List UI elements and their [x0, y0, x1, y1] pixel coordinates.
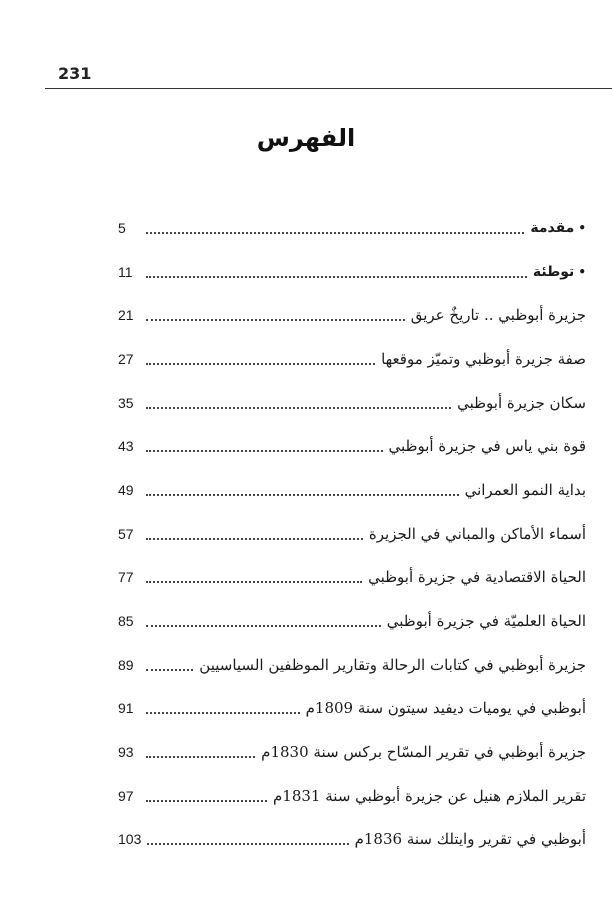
toc-entry	[118, 381, 586, 425]
toc-entry	[118, 599, 586, 643]
toc-entry-text: بداية النمو العمراني	[464, 480, 586, 499]
toc-entry-text: جزيرة أبوظبي .. تاريخٌ عريق	[410, 306, 586, 325]
toc-entry-title	[389, 437, 586, 455]
toc-entry-title	[530, 220, 586, 236]
toc-entry	[118, 468, 586, 512]
toc-entry-title	[387, 612, 586, 630]
dot-leader	[146, 538, 363, 540]
toc-entry-page-number: 85	[118, 613, 134, 630]
toc-entry-page-number: 91	[118, 700, 134, 717]
toc-entry	[118, 687, 586, 731]
toc-entry-page-number: 93	[118, 744, 134, 761]
toc-entry-page-number: 89	[118, 656, 134, 673]
toc-entry-title	[355, 830, 586, 848]
toc-entry	[118, 293, 586, 337]
toc-entry-page-number: 11	[118, 263, 133, 280]
toc-entry-title	[306, 699, 586, 717]
toc-entry-text: سكان جزيرة أبوظبي	[457, 393, 586, 412]
toc-entry-page-number: 49	[118, 481, 134, 498]
toc-entry-page-number: 35	[118, 394, 134, 411]
page-number: 231	[58, 64, 92, 83]
dot-leader	[147, 843, 348, 845]
toc-entry-page-number: 5	[118, 219, 126, 236]
toc-entry-text: جزيرة أبوظبي في كتابات الرحالة وتقارير الموظفين السياسيين	[199, 655, 586, 674]
toc-entry-title	[273, 787, 586, 805]
toc-entry-page-number: 27	[118, 350, 134, 367]
toc-entry-title	[533, 264, 586, 280]
toc-list	[118, 206, 586, 861]
toc-entry-title	[261, 743, 586, 761]
toc-entry	[118, 556, 586, 600]
toc-entry-text: أبوظبي في تقرير وايتلك سنة 1836م	[354, 830, 586, 849]
toc-entry-text: تقرير الملازم هنيل عن جزيرة أبوظبي سنة 1831م	[273, 786, 586, 805]
toc-entry-page-number: 103	[118, 831, 142, 848]
toc-entry-page-number: 43	[118, 438, 134, 455]
toc-entry	[118, 818, 586, 862]
dot-leader	[146, 625, 381, 627]
toc-entry-text: الحياة الاقتصادية في جزيرة أبوظبي	[368, 568, 586, 587]
dot-leader	[146, 581, 362, 583]
dot-leader	[146, 800, 267, 802]
toc-entry-text: جزيرة أبوظبي في تقرير المسّاح بركس سنة 1830م	[261, 743, 586, 762]
toc-entry-text: الحياة العلميّة في جزيرة أبوظبي	[386, 612, 586, 631]
toc-entry-title	[199, 656, 586, 674]
toc-entry-title	[465, 481, 586, 499]
toc-entry-title	[457, 394, 586, 412]
toc-entry	[118, 512, 586, 556]
toc-entry	[118, 424, 586, 468]
toc-entry-page-number: 57	[118, 525, 134, 542]
dot-leader	[146, 319, 405, 321]
toc-entry-title	[381, 350, 586, 368]
toc-entry	[118, 730, 586, 774]
bullet-icon: •	[578, 220, 586, 235]
toc-entry	[118, 643, 586, 687]
toc-entry-text: قوة بني ياس في جزيرة أبوظبي	[388, 437, 586, 456]
dot-leader	[146, 756, 255, 758]
toc-entry-text: أبوظبي في يوميات ديفيد سيتون سنة 1809م	[305, 699, 586, 718]
toc-entry	[118, 250, 586, 294]
toc-entry	[118, 337, 586, 381]
dot-leader	[146, 232, 524, 234]
dot-leader	[146, 450, 383, 452]
dot-leader	[146, 712, 300, 714]
toc-entry-text: مقدمة	[530, 219, 575, 236]
toc-entry	[118, 774, 586, 818]
bullet-icon: •	[578, 264, 586, 279]
toc-entry-title	[411, 306, 586, 324]
dot-leader	[146, 363, 375, 365]
dot-leader	[146, 669, 193, 671]
toc-entry-text: توطئة	[532, 263, 575, 280]
toc-entry-text: صفة جزيرة أبوظبي وتميّز موقعها	[381, 349, 586, 368]
toc-entry-title	[368, 568, 586, 586]
toc-entry-title	[369, 525, 586, 543]
toc-entry-page-number: 97	[118, 787, 134, 804]
dot-leader	[146, 276, 527, 278]
toc-entry-text: أسماء الأماكن والمباني في الجزيرة	[368, 524, 586, 543]
toc-entry-page-number: 77	[118, 569, 134, 586]
toc-title: الفهرس	[256, 124, 356, 152]
toc-entry-page-number: 21	[118, 307, 134, 324]
dot-leader	[146, 407, 451, 409]
header-rule	[45, 88, 612, 89]
toc-entry	[118, 206, 586, 250]
dot-leader	[146, 494, 459, 496]
